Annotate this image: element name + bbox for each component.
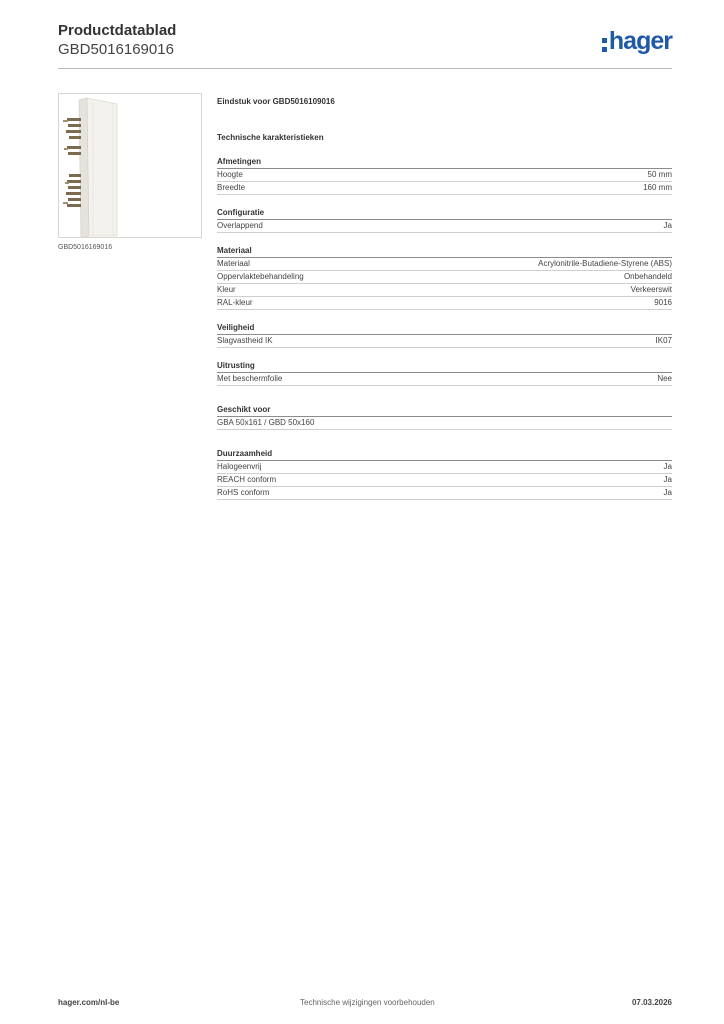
row-label: Materiaal — [217, 259, 250, 268]
spec-row — [217, 373, 672, 386]
row-value: Ja — [663, 462, 672, 471]
row-label: Overlappend — [217, 221, 263, 230]
spec-group-configuratie — [217, 207, 672, 233]
spec-row — [217, 258, 672, 271]
row-label: Slagvastheid IK — [217, 336, 273, 345]
spec-row — [217, 417, 672, 430]
spec-group-afmetingen — [217, 156, 672, 195]
row-label: Hoogte — [217, 170, 243, 179]
footer-date: 07.03.2026 — [631, 998, 672, 1007]
row-label: REACH conform — [217, 475, 277, 484]
spec-row — [217, 169, 672, 182]
row-label: Halogeenvrij — [217, 462, 262, 471]
group-title: Veiligheid — [217, 322, 672, 335]
row-value: Ja — [663, 221, 672, 230]
product-name: Eindstuk voor GBD5016109016 — [217, 97, 335, 106]
spec-row — [217, 461, 672, 474]
row-value: Ja — [663, 488, 672, 497]
row-value: Nee — [657, 374, 672, 383]
page-header — [58, 22, 672, 70]
spec-row — [217, 284, 672, 297]
group-title: Afmetingen — [217, 156, 672, 169]
specification-section — [217, 96, 672, 500]
spec-row — [217, 297, 672, 310]
spec-row — [217, 335, 672, 348]
row-label: Met beschermfolie — [217, 374, 283, 383]
row-label: RoHS conform — [217, 488, 270, 497]
spec-row — [217, 474, 672, 487]
spec-row — [217, 487, 672, 500]
spec-row — [217, 182, 672, 195]
product-image — [58, 93, 202, 238]
group-title: Uitrusting — [217, 360, 672, 373]
group-title: Materiaal — [217, 245, 672, 258]
spec-group-veiligheid — [217, 322, 672, 348]
group-title: Duurzaamheid — [217, 448, 672, 461]
row-label: Breedte — [217, 183, 246, 192]
row-label: Kleur — [217, 285, 236, 294]
spec-group-duurzaamheid — [217, 448, 672, 500]
row-value: 50 mm — [647, 170, 672, 179]
header-divider — [58, 68, 672, 69]
row-value: 9016 — [654, 298, 672, 307]
row-label: Oppervlaktebehandeling — [217, 272, 304, 281]
spec-group-uitrusting — [217, 360, 672, 386]
row-value: Verkeerswit — [630, 285, 672, 294]
row-value: Acrylonitrile-Butadiene-Styrene (ABS) — [538, 259, 672, 268]
row-label: RAL-kleur — [217, 298, 253, 307]
end-cap-illustration — [59, 94, 202, 238]
spec-group-geschikt-voor — [217, 404, 672, 430]
product-code: GBD5016169016 — [58, 41, 174, 58]
hager-logo: hager — [602, 26, 672, 56]
row-label: GBA 50x161 / GBD 50x160 — [217, 418, 315, 427]
row-value: Ja — [663, 475, 672, 484]
group-title: Geschikt voor — [217, 404, 672, 417]
logo-colon-mark — [602, 26, 608, 56]
image-caption: GBD5016169016 — [58, 244, 113, 251]
row-value: 160 mm — [643, 183, 672, 192]
spec-row — [217, 271, 672, 284]
spec-group-materiaal — [217, 245, 672, 310]
spec-heading: Technische karakteristieken — [217, 133, 324, 142]
footer-notice: Technische wijzigingen voorbehouden — [300, 998, 435, 1007]
row-value: Onbehandeld — [623, 272, 672, 281]
group-title: Configuratie — [217, 207, 672, 220]
row-value: IK07 — [655, 336, 672, 345]
spec-row — [217, 220, 672, 233]
document-title: Productdatablad — [58, 22, 177, 39]
footer-website-link[interactable]: hager.com/nl-be — [58, 998, 120, 1007]
